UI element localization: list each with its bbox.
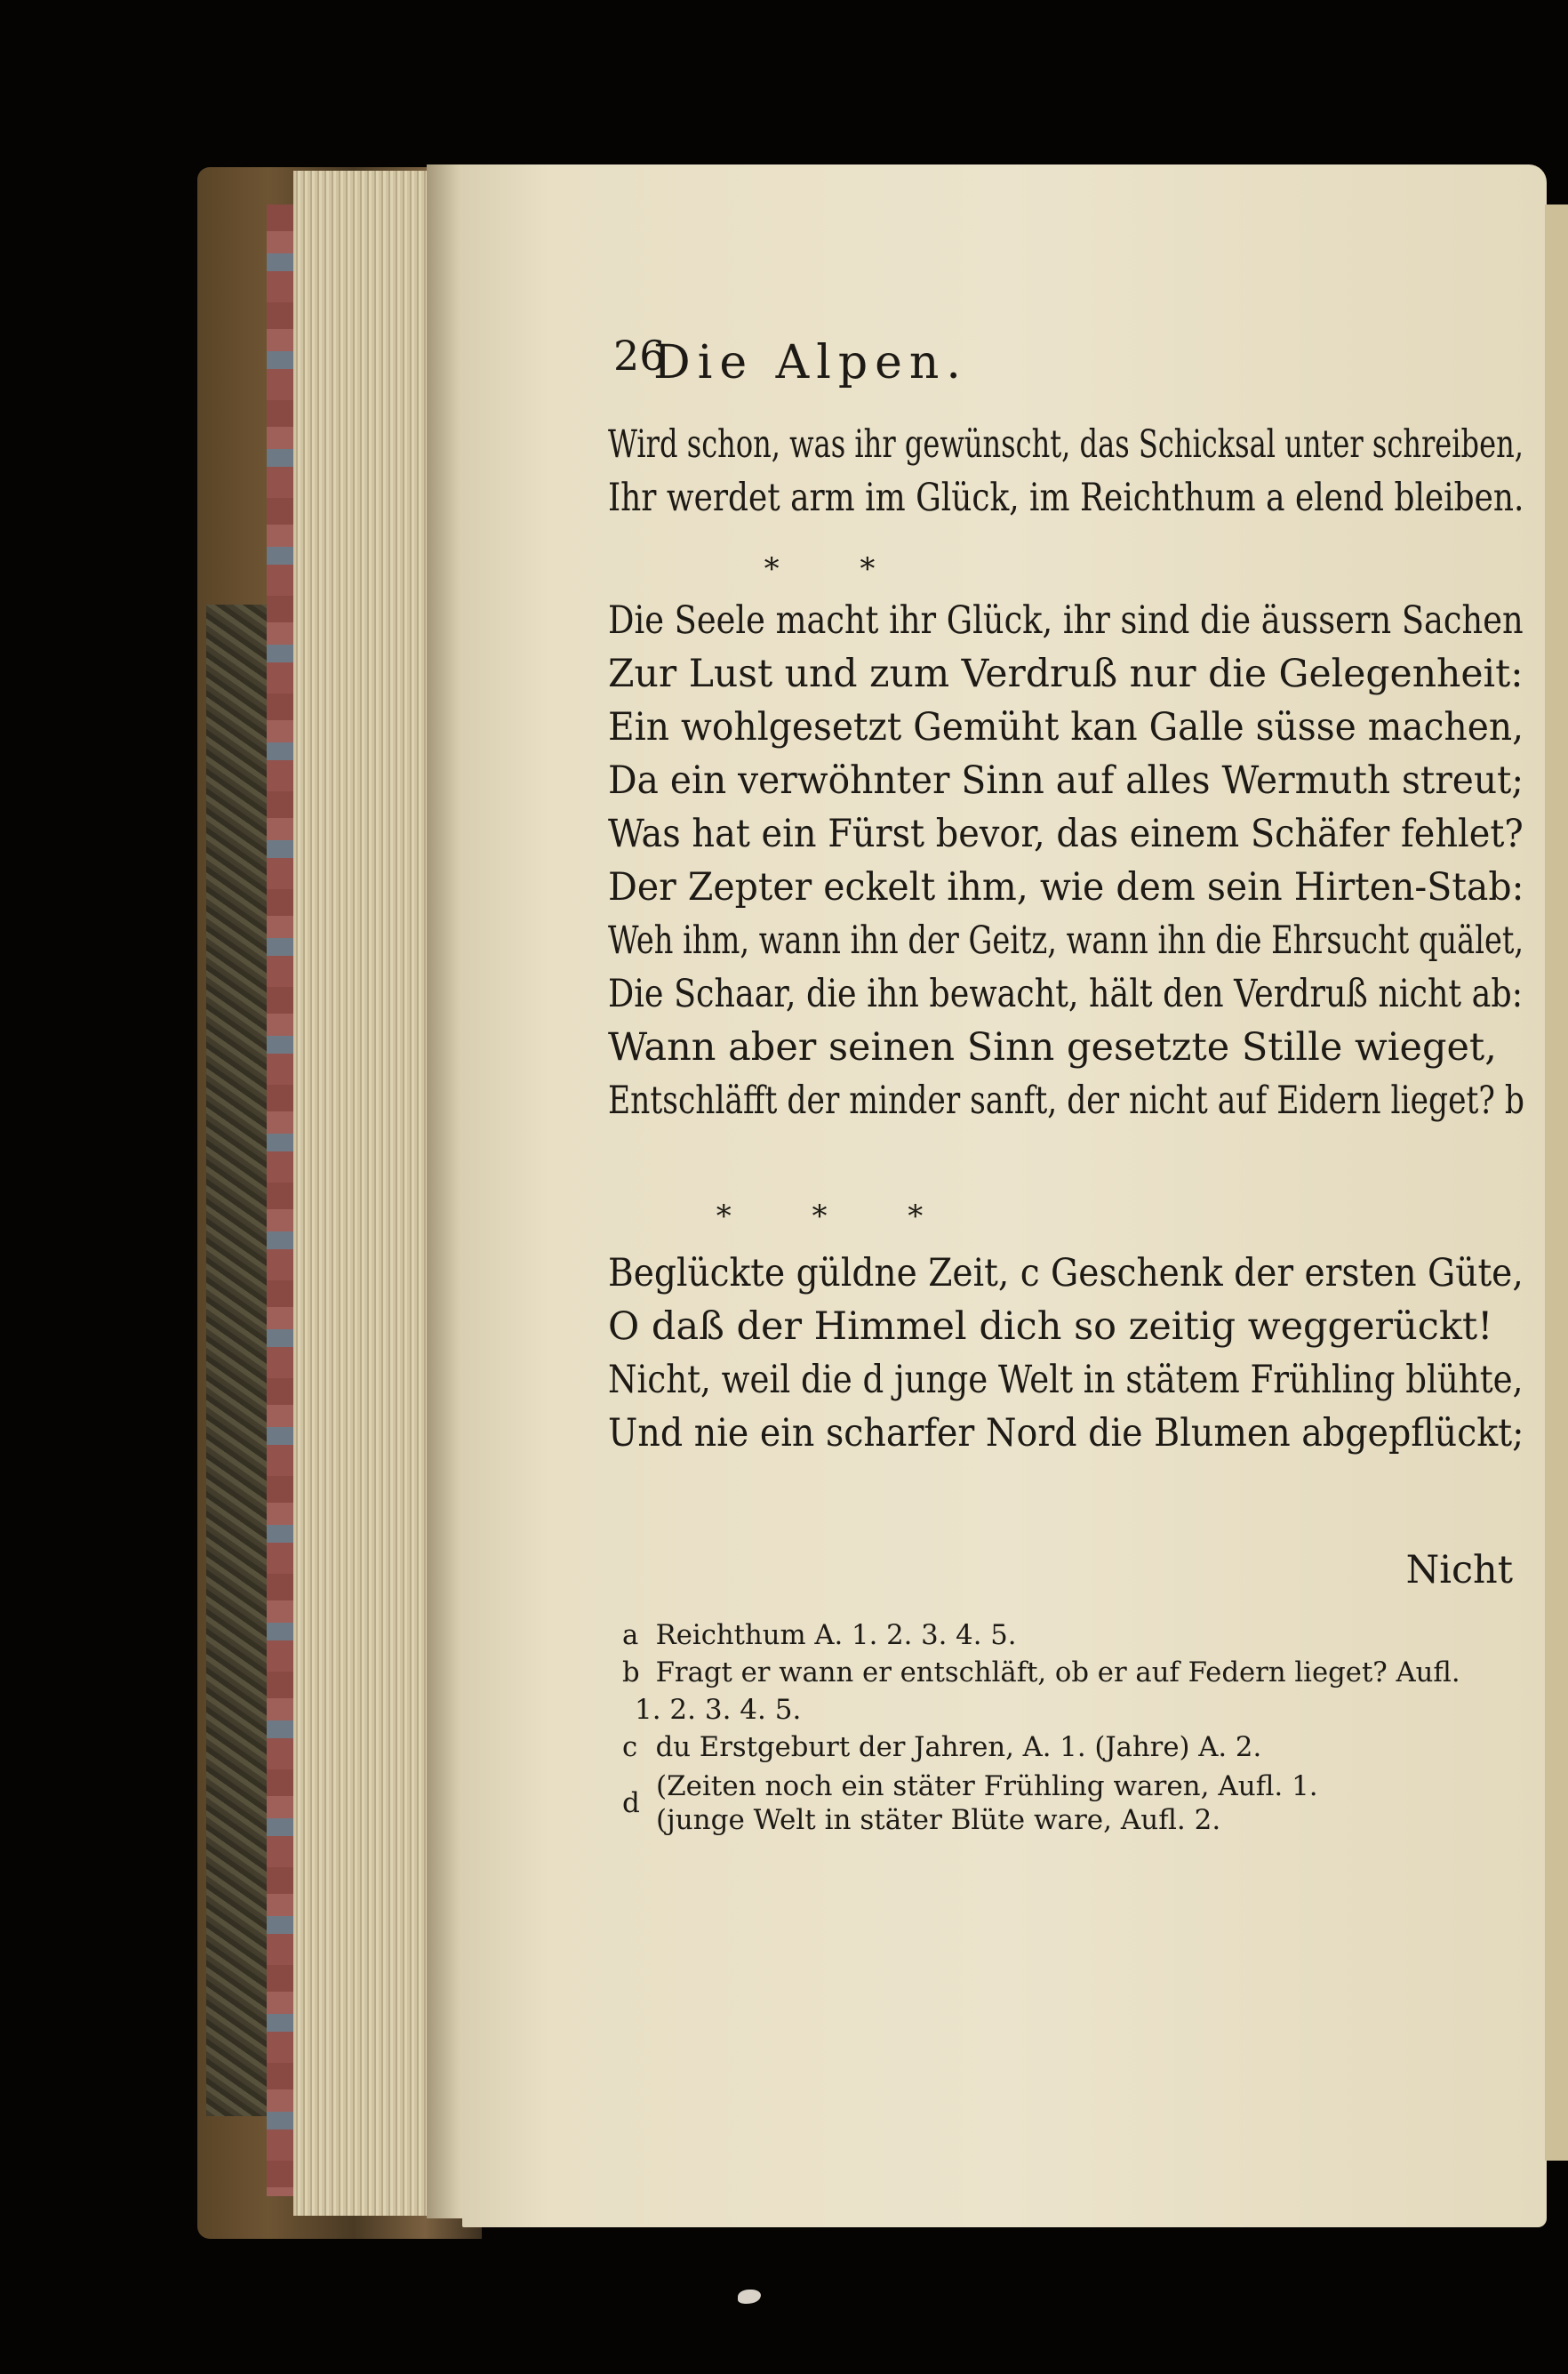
section-separator: * * * bbox=[716, 1199, 959, 1234]
verse-line: Nicht, weil die d junge Welt in stätem Frühling blühte, bbox=[608, 1358, 1524, 1402]
footnote-text: (junge Welt in stäter Blüte ware, Aufl. 2. bbox=[656, 1804, 1221, 1836]
footnote-text: du Erstgeburt der Jahren, A. 1. (Jahre) A. 2. bbox=[655, 1731, 1262, 1763]
footnote-text: Reichthum A. 1. 2. 3. 4. 5. bbox=[655, 1619, 1017, 1651]
footnote-text: Fragt er wann er entschläft, ob er auf Federn lieget? Aufl. bbox=[655, 1656, 1460, 1688]
footnote-marker: a bbox=[622, 1619, 639, 1651]
footnote bbox=[622, 1616, 1511, 1654]
footnote-text: (Zeiten noch ein stäter Frühling waren, Aufl. 1. bbox=[656, 1770, 1318, 1802]
footnotes bbox=[622, 1616, 1520, 1837]
verse-line: Der Zepter eckelt ihm, wie dem sein Hirten-Stab: bbox=[608, 865, 1524, 910]
verse-line: Wird schon, was ihr gewünscht, das Schicksal unter schreiben, bbox=[608, 422, 1524, 467]
dust-speck bbox=[738, 2290, 761, 2304]
verse-line: Weh ihm, wann ihn der Geitz, wann ihn die Ehrsucht quälet, bbox=[608, 918, 1524, 963]
footnote bbox=[622, 1654, 1511, 1691]
footnote-variants bbox=[656, 1769, 1318, 1837]
verse-line: Die Seele macht ihr Glück, ihr sind die äussern Sachen bbox=[608, 598, 1524, 643]
catchword: Nicht bbox=[1405, 1548, 1513, 1592]
running-title: Die Alpen. bbox=[653, 336, 968, 389]
footnote bbox=[622, 1769, 1520, 1837]
verse-line: Da ein verwöhnter Sinn auf alles Wermuth streut; bbox=[608, 758, 1524, 803]
footnote bbox=[622, 1728, 1511, 1766]
verse-line: Ihr werdet arm im Glück, im Reichthum a elend bleiben. bbox=[608, 476, 1524, 520]
footnote-marker: d bbox=[622, 1787, 640, 1819]
stanza bbox=[608, 1247, 1524, 1460]
verse-line: Zur Lust und zum Verdruß nur die Gelegenheit: bbox=[608, 652, 1524, 696]
verse-line: Was hat ein Fürst bevor, das einem Schäfer fehlet? bbox=[608, 812, 1524, 856]
next-page-edge bbox=[1545, 205, 1568, 2161]
verse-line: Wann aber seinen Sinn gesetzte Stille wieget, bbox=[608, 1025, 1497, 1070]
footnote-marker: c bbox=[622, 1731, 638, 1763]
section-separator: * * bbox=[764, 551, 911, 587]
verse-line: Ein wohlgesetzt Gemüht kan Galle süsse machen, bbox=[608, 705, 1524, 750]
stanza bbox=[608, 418, 1524, 525]
verse-line: Und nie ein scharfer Nord die Blumen abgepflückt; bbox=[608, 1411, 1524, 1456]
footnote-marker: b bbox=[622, 1656, 640, 1688]
verse-line: Beglückte güldne Zeit, c Geschenk der ersten Güte, bbox=[608, 1251, 1524, 1295]
verse-line: Die Schaar, die ihn bewacht, hält den Verdruß nicht ab: bbox=[608, 972, 1524, 1016]
stanza bbox=[608, 594, 1524, 1127]
footnote-continuation: 1. 2. 3. 4. 5. bbox=[635, 1694, 802, 1726]
verse-line: O daß der Himmel dich so zeitig weggerückt! bbox=[608, 1304, 1493, 1349]
page-number: 26 bbox=[613, 332, 666, 380]
verse-line: Entschläfft der minder sanft, der nicht auf Eidern lieget? b bbox=[608, 1079, 1524, 1123]
